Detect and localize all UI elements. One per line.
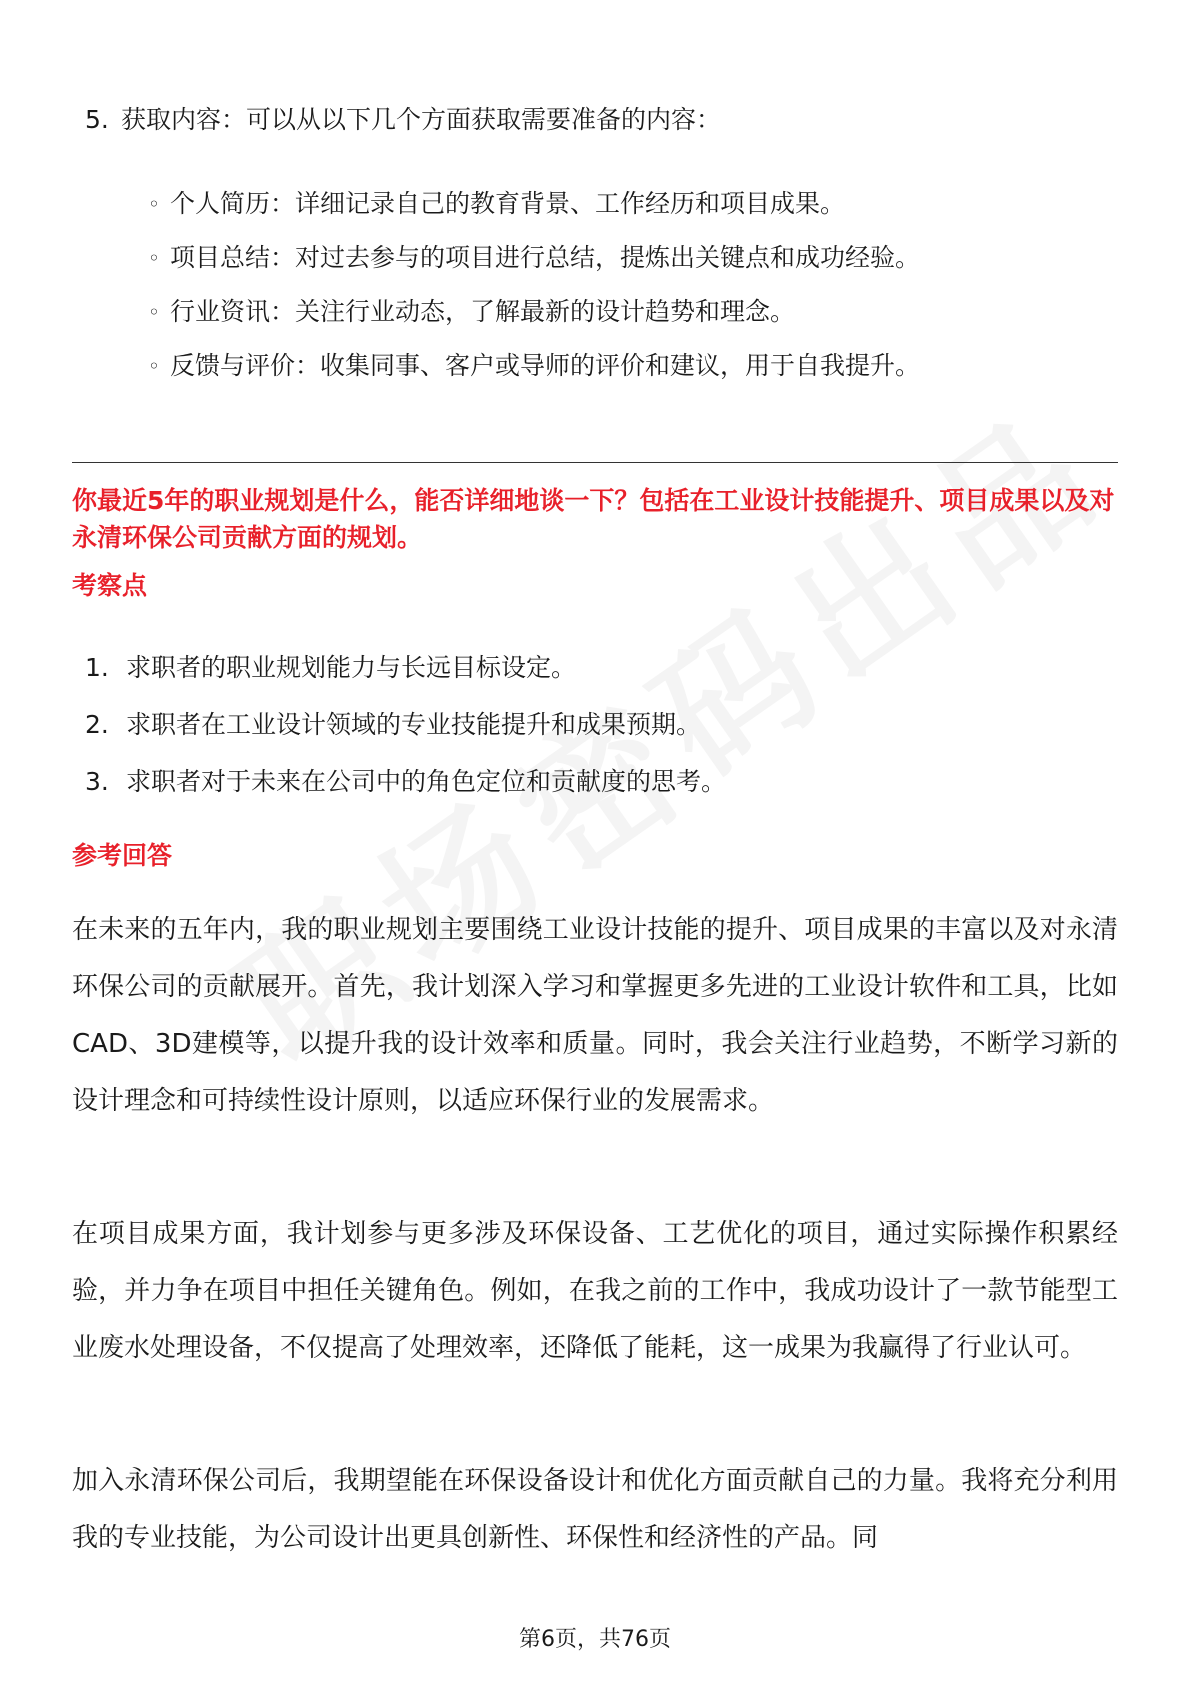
list-number: 5. — [85, 105, 109, 134]
list-item-text: 获取内容：可以从以下几个方面获取需要准备的内容： — [121, 105, 722, 134]
exam-point-text: 求职者在工业设计领域的专业技能提升和成果预期。 — [126, 710, 702, 739]
sub-list — [148, 186, 920, 402]
exam-point-item — [85, 650, 726, 707]
exam-points-heading: 考察点 — [72, 571, 148, 600]
sub-list-item — [148, 186, 920, 240]
answer-paragraph: 加入永清环保公司后，我期望能在环保设备设计和优化方面贡献自己的力量。我将充分利用我的专业技能，为公司设计出更具创新性、环保性和经济性的产品。同 — [72, 1466, 1118, 1553]
sub-list-item-text: 行业资讯：关注行业动态，了解最新的设计趋势和理念。 — [170, 297, 796, 326]
sub-list-item-text: 个人简历：详细记录自己的教育背景、工作经历和项目成果。 — [170, 189, 846, 218]
hollow-bullet-icon: ◦ — [148, 354, 160, 378]
interview-question: 你最近5年的职业规划是什么，能否详细地谈一下？包括在工业设计技能提升、项目成果以及对永清环保公司贡献方面的规划。 — [72, 486, 1115, 552]
hollow-bullet-icon: ◦ — [148, 246, 160, 270]
section-divider — [72, 462, 1118, 463]
sub-list-item — [148, 240, 920, 294]
sub-list-item — [148, 348, 920, 402]
answer-paragraph: 在未来的五年内，我的职业规划主要围绕工业设计技能的提升、项目成果的丰富以及对永清环保公司的贡献展开。首先，我计划深入学习和掌握更多先进的工业设计软件和工具，比如CAD、3D建模等，以提升我的设计效率和质量。同时，我会关注行业趋势，不断学习新的设计理念和可持续性设计原则，以适应环保行业的发展需求。 — [72, 915, 1118, 1116]
sub-list-item-text: 反馈与评价：收集同事、客户或导师的评价和建议，用于自我提升。 — [170, 351, 921, 380]
sub-list-item — [148, 294, 920, 348]
list-number: 2. — [85, 710, 109, 739]
hollow-bullet-icon: ◦ — [148, 300, 160, 324]
top-list-item — [85, 102, 721, 138]
sub-list-item-text: 项目总结：对过去参与的项目进行总结，提炼出关键点和成功经验。 — [170, 243, 921, 272]
exam-point-item — [85, 707, 726, 764]
answer-paragraph: 在项目成果方面，我计划参与更多涉及环保设备、工艺优化的项目，通过实际操作积累经验，并力争在项目中担任关键角色。例如，在我之前的工作中，我成功设计了一款节能型工业废水处理设备，不仅提高了处理效率，还降低了能耗，这一成果为我赢得了行业认可。 — [72, 1219, 1118, 1363]
answer-heading: 参考回答 — [72, 841, 173, 870]
list-number: 3. — [85, 767, 109, 796]
exam-point-text: 求职者对于未来在公司中的角色定位和贡献度的思考。 — [126, 767, 727, 796]
hollow-bullet-icon: ◦ — [148, 192, 160, 216]
list-number: 1. — [85, 653, 109, 682]
exam-points-list — [85, 650, 726, 821]
exam-point-item — [85, 764, 726, 821]
page-footer: 第6页，共76页 — [519, 1627, 671, 1652]
exam-point-text: 求职者的职业规划能力与长远目标设定。 — [126, 653, 577, 682]
